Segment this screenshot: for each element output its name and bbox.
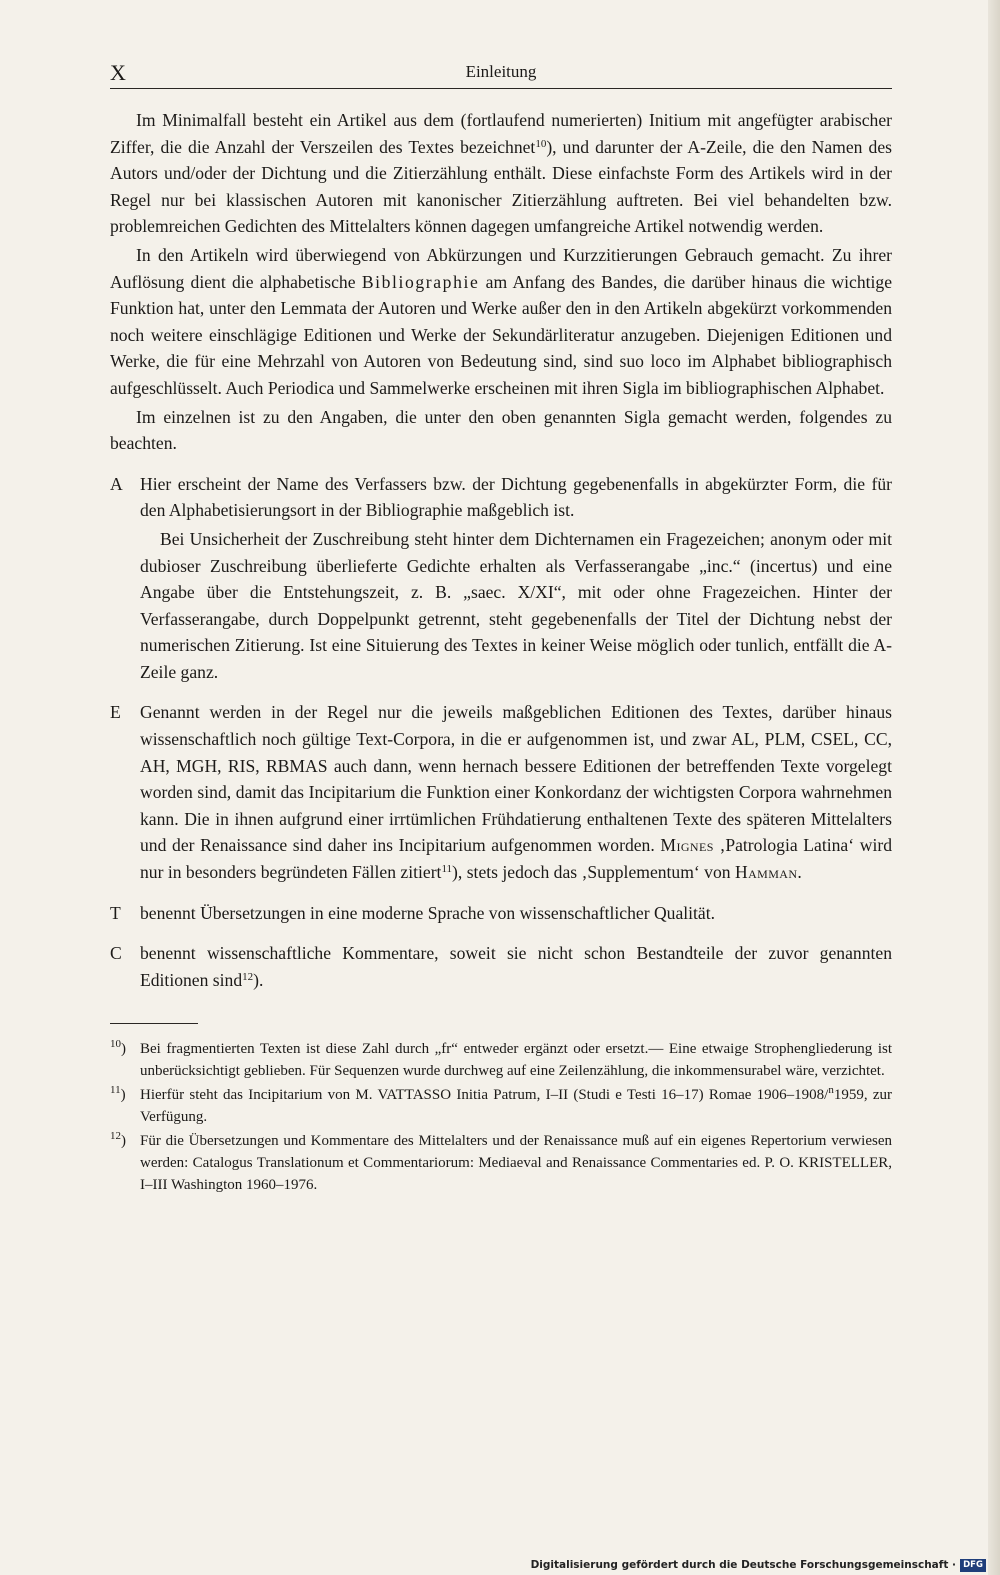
entry-e-text-4: . (797, 862, 802, 883)
entry-letter-e: E (110, 702, 121, 723)
entry-letter-t: T (110, 902, 121, 923)
page-number: X (110, 60, 127, 85)
entry-c-text (140, 940, 892, 993)
digitization-credit: Digitalisierung gefördert durch die Deutsche Forschungsgemeinschaft · (530, 1559, 956, 1571)
entry-e (110, 699, 892, 885)
footnote-10 (110, 1038, 892, 1082)
footnote-number: 10 (110, 1038, 121, 1051)
sigla-entries (110, 471, 892, 994)
entry-a (110, 471, 892, 686)
entry-c-text-2: ). (253, 969, 264, 990)
entry-e-text-3: ), stets jedoch das ‚Supplementum‘ von (452, 862, 735, 883)
paragraph-3 (110, 404, 892, 457)
page-content (110, 56, 892, 1198)
footnote-12 (110, 1130, 892, 1196)
footnote-mark-12: $^{12}$) (110, 1130, 126, 1150)
paragraph-1 (110, 107, 892, 240)
entry-t (110, 900, 892, 927)
edition-superscript: n (828, 1084, 834, 1097)
spaced-term-bibliographie: Bibliographie (361, 271, 480, 292)
footnote-number: 12 (110, 1130, 121, 1143)
footnote-mark-10: $^{10}$) (110, 1038, 126, 1058)
footnote-ref-12[interactable]: 12 (242, 970, 254, 983)
entry-letter-a: A (110, 473, 123, 494)
paragraph-2-text: In den Artikeln wird überwiegend von Abkürzungen und Kurzzitierungen Gebrauch gemacht. Zu ihrer Auflösung dient die alphabetische (110, 244, 892, 292)
paragraph-2 (110, 242, 892, 402)
author-name-hamman: Hamman (734, 862, 798, 883)
footnote-10-text: Bei fragmentierten Texten ist diese Zahl durch „fr“ entweder ergänzt oder ersetzt.— Eine etwaige Strophengliederung ist unberücksichtigt geblieben. Für Sequenzen wurde durchweg auf eine Zeilenzählung, die inkommensurabel wäre, verzichtet. (140, 1041, 892, 1080)
paragraph-2-text-cont: am Anfang des Bandes, die darüber hinaus die wichtige Funktion hat, unter den Lemmata der Autoren und Werke außer den in den Artikeln abgekürzt vorkommenden noch weitere einschlägige Editionen und Werke der Sekundärliteratur anzugeben. Diejenigen Editionen und Werke, die für eine Mehrzahl von Autoren von Bedeutung sind, sind suo loco im Alphabet bibliographisch aufgeschlüsselt. Auch Periodica und Sammelwerke erscheinen mit ihren Sigla im bibliographischen Alphabet. (110, 271, 893, 398)
footnote-11 (110, 1084, 892, 1128)
entry-e-text-2: ‚Patrologia Latina‘ wird nur in besonders begründeten Fällen zitiert (140, 835, 893, 883)
footnote-ref-11[interactable]: 11 (441, 863, 453, 876)
footnote-number: 11 (110, 1084, 121, 1097)
footnotes (110, 1038, 892, 1196)
page-edge (988, 0, 1000, 1575)
paragraph-3-text: Im einzelnen ist zu den Angaben, die unter den oben genannten Sigla gemacht werden, folgendes zu beachten. (110, 406, 892, 454)
footnote-12-text: Für die Übersetzungen und Kommentare des Mittelalters und der Renaissance muß auf ein eigenes Repertorium verwiesen werden: Catalogus Translationum et Commentariorum: Mediaeval and Renaissance Commentaries ed. P. O. KRISTELLER, I–III Washington 1960–1976. (140, 1133, 892, 1194)
entry-c-text-1: benennt wissenschaftliche Kommentare, soweit sie nicht schon Bestandteile der zuvor genannten Editionen sind (140, 943, 892, 990)
entry-a-text: Hier erscheint der Name des Verfassers bzw. der Dichtung gegebenenfalls in abgekürzter Form, die für den Alphabetisierungsort in der Bibliographie maßgeblich ist. (140, 473, 892, 521)
body-text (110, 107, 892, 993)
running-title: Einleitung (465, 62, 537, 81)
paragraph-1-text: Im Minimalfall besteht ein Artikel aus dem (fortlaufend numerierten) Initium mit angefügter arabischer Ziffer, die die Anzahl der Verszeilen des Textes bezeichnet (110, 110, 892, 157)
footnote-11-text-cont: 1959, zur Verfügung. (140, 1087, 892, 1126)
entry-e-text (140, 699, 892, 885)
entry-letter-c: C (110, 943, 122, 964)
entry-t-text: benennt Übersetzungen in eine moderne Sprache von wissenschaftlicher Qualität. (140, 902, 716, 923)
entry-a-text-2: Bei Unsicherheit der Zuschreibung steht hinter dem Dichternamen ein Fragezeichen; anonym oder mit dubioser Zuschreibung überlieferte Gedichte erhalten als Verfasserangabe „inc.“ (incertus) und eine Angabe über die Entstehungszeit, z. B. „saec. X/XI“, mit oder ohne Fragezeichen. Hinter der Verfasserangabe, durch Doppelpunkt getrennt, steht gegebenenfalls der Titel der Dichtung nebst der numerischen Zitierung. Ist eine Situierung des Textes in keiner Weise möglich oder tunlich, entfällt die A-Zeile ganz. (140, 528, 892, 682)
author-name-mignes: Mignes (660, 835, 714, 856)
footnote-ref-10[interactable]: 10 (535, 137, 547, 150)
footnote-rule (110, 1023, 198, 1024)
entry-c (110, 940, 892, 993)
running-head (110, 56, 892, 89)
footnote-11-text: Hierfür steht das Incipitarium von M. VATTASSO Initia Patrum, I–II (Studi e Testi 16–17) Romae 1906–1908/ (140, 1087, 829, 1104)
paragraph-1-text-cont: ), und darunter der A-Zeile, die den Namen des Autors und/oder der Dichtung und die Zitierzählung enthält. Diese einfachste Form des Artikels wird in der Regel nur bei klassischen Autoren mit kanonischer Zitierzählung auftreten. Bei viel behandelten bzw. problemreichen Gedichten des Mittelalters können dagegen umfangreiche Artikel notwendig werden. (110, 136, 893, 237)
dfg-logo: DFG (960, 1559, 986, 1572)
entry-e-text-1: Genannt werden in der Regel nur die jeweils maßgeblichen Editionen des Textes, darüber hinaus wissenschaftlich noch gültige Text-Corpora, in die er aufgenommen ist, und zwar AL, PLM, CSEL, CC, AH, MGH, RIS, RBMAS auch dann, wenn hernach bessere Editionen der betreffenden Texte vorgelegt worden sind, damit das Incipitarium die Funktion einer Konkordanz der wichtigsten Corpora wahrnehmen kann. Die in ihnen aufgrund einer irrtümlichen Frühdatierung enthaltenen Texte des späteren Mittelalters und der Renaissance sind daher ins Incipitarium aufgenommen worden. (140, 702, 892, 856)
footnote-mark-11: $^{11}$) (110, 1084, 126, 1104)
